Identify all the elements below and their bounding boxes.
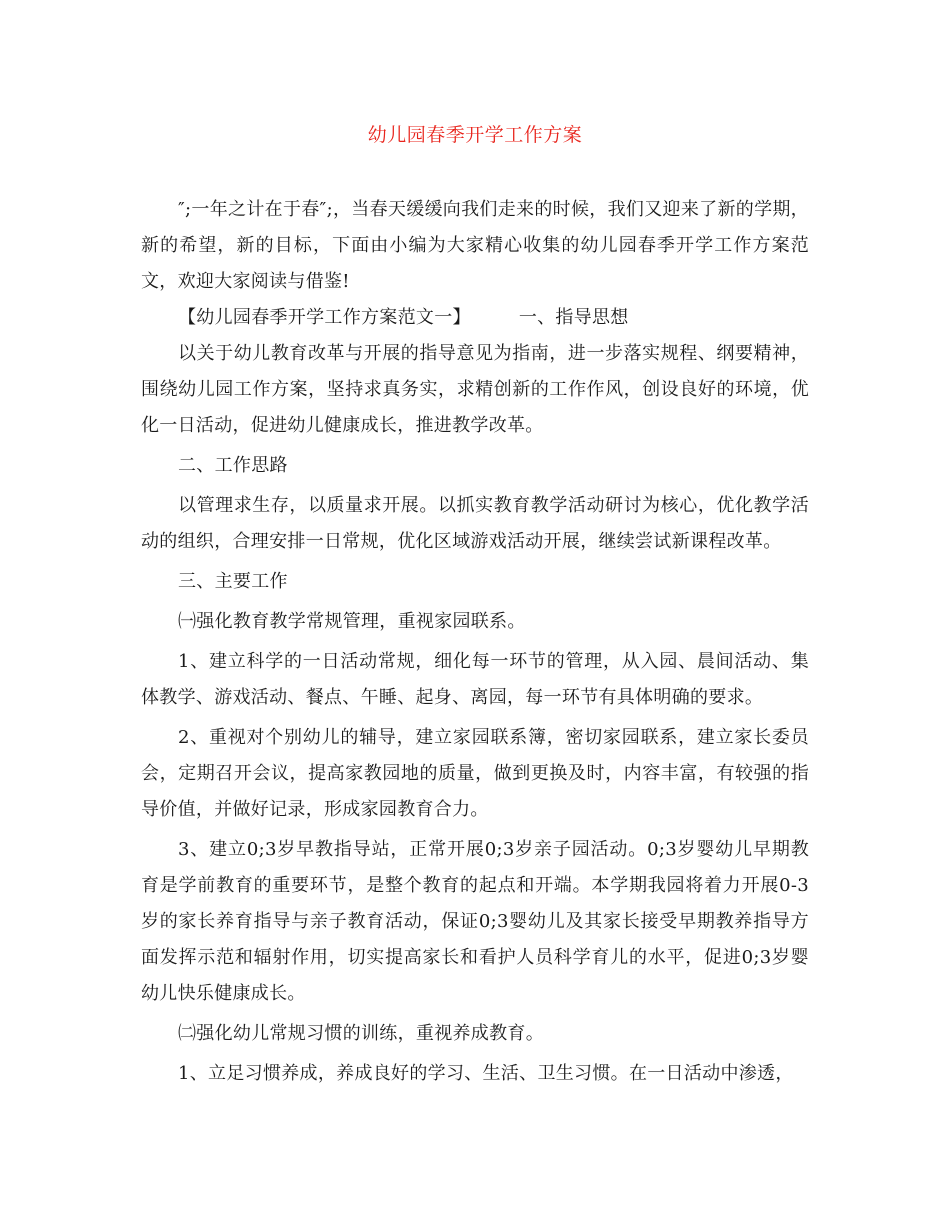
item-paragraph-1: 1、建立科学的一日活动常规，细化每一环节的管理，从入园、晨间活动、集体教学、游戏活动、餐点、午睡、起身、离园，每一环节有具体明确的要求。 bbox=[141, 651, 809, 708]
work-approach-heading: 二、工作思路 bbox=[178, 455, 288, 476]
section-heading-label: 【幼儿园春季开学工作方案范文一】 bbox=[178, 307, 471, 328]
work-approach-paragraph: 以管理求生存，以质量求开展。以抓实教育教学活动研讨为核心，优化教学活动的组织，合理安排一日常规，优化区域游戏活动开展，继续尝试新课程改革。 bbox=[141, 495, 809, 552]
subsection-heading-2: ㈡强化幼儿常规习惯的训练，重视养成教育。 bbox=[178, 1023, 544, 1044]
item-paragraph-3: 3、建立0;3岁早教指导站，正常开展0;3岁亲子园活动。0;3岁婴幼儿早期教育是学前教育的重要环节，是整个教育的起点和开端。本学期我园将着力开展0-3岁的家长养育指导与亲子教育活动，保证0;3婴幼儿及其家长接受早期教养指导方面发挥示范和辐射作用，切实提高家长和看护人员科学育儿的水平，促进0;3岁婴幼儿快乐健康成长。 bbox=[141, 839, 809, 1004]
item-paragraph-2: 2、重视对个别幼儿的辅导，建立家园联系簿，密切家园联系，建立家长委员会，定期召开会议，提高家教园地的质量，做到更换及时，内容丰富，有较强的指导价值，并做好记录，形成家园教育合力。 bbox=[141, 727, 809, 820]
intro-paragraph: ″;一年之计在于春″;，当春天缓缓向我们走来的时候，我们又迎来了新的学期，新的希望，新的目标，下面由小编为大家精心收集的幼儿园春季开学工作方案范文，欢迎大家阅读与借鉴! bbox=[141, 199, 809, 292]
subsection-heading-1: ㈠强化教育教学常规管理，重视家园联系。 bbox=[178, 611, 526, 632]
document-body bbox=[141, 192, 809, 1092]
section-heading bbox=[141, 300, 809, 336]
item-paragraph-4: 1、立足习惯养成，养成良好的学习、生活、卫生习惯。在一日活动中渗透， bbox=[178, 1063, 794, 1084]
guiding-thought-paragraph: 以关于幼儿教育改革与开展的指导意见为指南，进一步落实规程、纲要精神，围绕幼儿园工作方案，坚持求真务实，求精创新的工作作风，创设良好的环境，优化一日活动，促进幼儿健康成长，推进教学改革。 bbox=[141, 343, 809, 436]
document-title: 幼儿园春季开学工作方案 bbox=[367, 124, 583, 146]
section-heading-subtitle: 一、指导思想 bbox=[518, 307, 629, 328]
main-work-heading: 三、主要工作 bbox=[178, 571, 288, 592]
